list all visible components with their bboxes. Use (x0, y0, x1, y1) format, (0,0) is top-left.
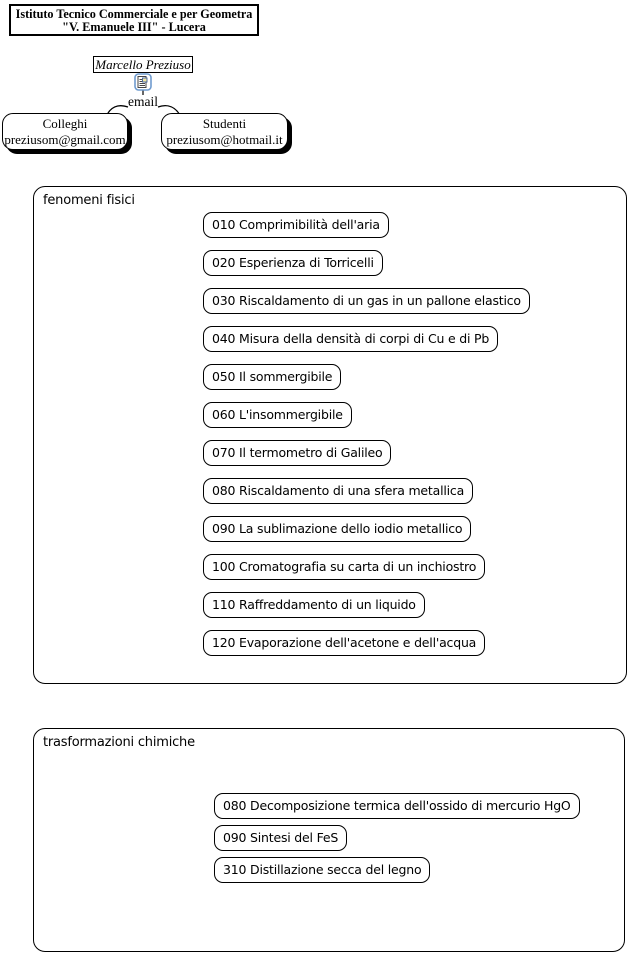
school-name-line1: Istituto Tecnico Commerciale e per Geometra (15, 7, 253, 21)
panel-label: fenomeni fisici (43, 193, 135, 208)
experiment-button[interactable]: 040 Misura della densità di corpi di Cu e di Pb (203, 326, 498, 352)
experiment-button[interactable]: 090 La sublimazione dello iodio metallico (203, 516, 471, 542)
experiment-button[interactable]: 070 Il termometro di Galileo (203, 440, 391, 466)
experiment-button-list (203, 212, 530, 656)
email-icon-glyph (134, 73, 152, 91)
panel-fenomeni-fisici (33, 186, 627, 684)
colleghi-email-node[interactable] (2, 113, 128, 150)
studenti-address: preziusom@hotmail.it (166, 131, 283, 147)
panel-trasformazioni-chimiche (33, 728, 625, 952)
email-label: email (128, 94, 158, 109)
experiment-button[interactable]: 310 Distillazione secca del legno (214, 857, 430, 883)
experiment-button[interactable]: 050 Il sommergibile (203, 364, 341, 390)
email-resource-icon[interactable] (134, 73, 152, 91)
experiment-button[interactable]: 020 Esperienza di Torricelli (203, 250, 383, 276)
author-name-box (93, 56, 193, 73)
studenti-email-node[interactable] (161, 113, 288, 150)
school-header-box (9, 4, 259, 36)
colleghi-title: Colleghi (42, 116, 88, 131)
panel-label: trasformazioni chimiche (43, 735, 195, 750)
school-name-line2: "V. Emanuele III" - Lucera (62, 20, 206, 34)
experiment-button[interactable]: 030 Riscaldamento di un gas in un pallone elastico (203, 288, 530, 314)
experiment-button[interactable]: 110 Raffreddamento di un liquido (203, 592, 425, 618)
experiment-button[interactable]: 080 Riscaldamento di una sfera metallica (203, 478, 473, 504)
colleghi-address: preziusom@gmail.com (4, 131, 126, 147)
experiment-button[interactable]: 080 Decomposizione termica dell'ossido di mercurio HgO (214, 793, 580, 819)
experiment-button[interactable]: 090 Sintesi del FeS (214, 825, 347, 851)
experiment-button[interactable]: 010 Comprimibilità dell'aria (203, 212, 389, 238)
experiment-button[interactable]: 100 Cromatografia su carta di un inchiostro (203, 554, 485, 580)
experiment-button[interactable]: 120 Evaporazione dell'acetone e dell'acqua (203, 630, 485, 656)
author-name: Marcello Preziuso (95, 57, 191, 72)
studenti-title: Studenti (202, 116, 247, 131)
experiment-button[interactable]: 060 L'insommergibile (203, 402, 352, 428)
experiment-button-list (214, 793, 580, 883)
